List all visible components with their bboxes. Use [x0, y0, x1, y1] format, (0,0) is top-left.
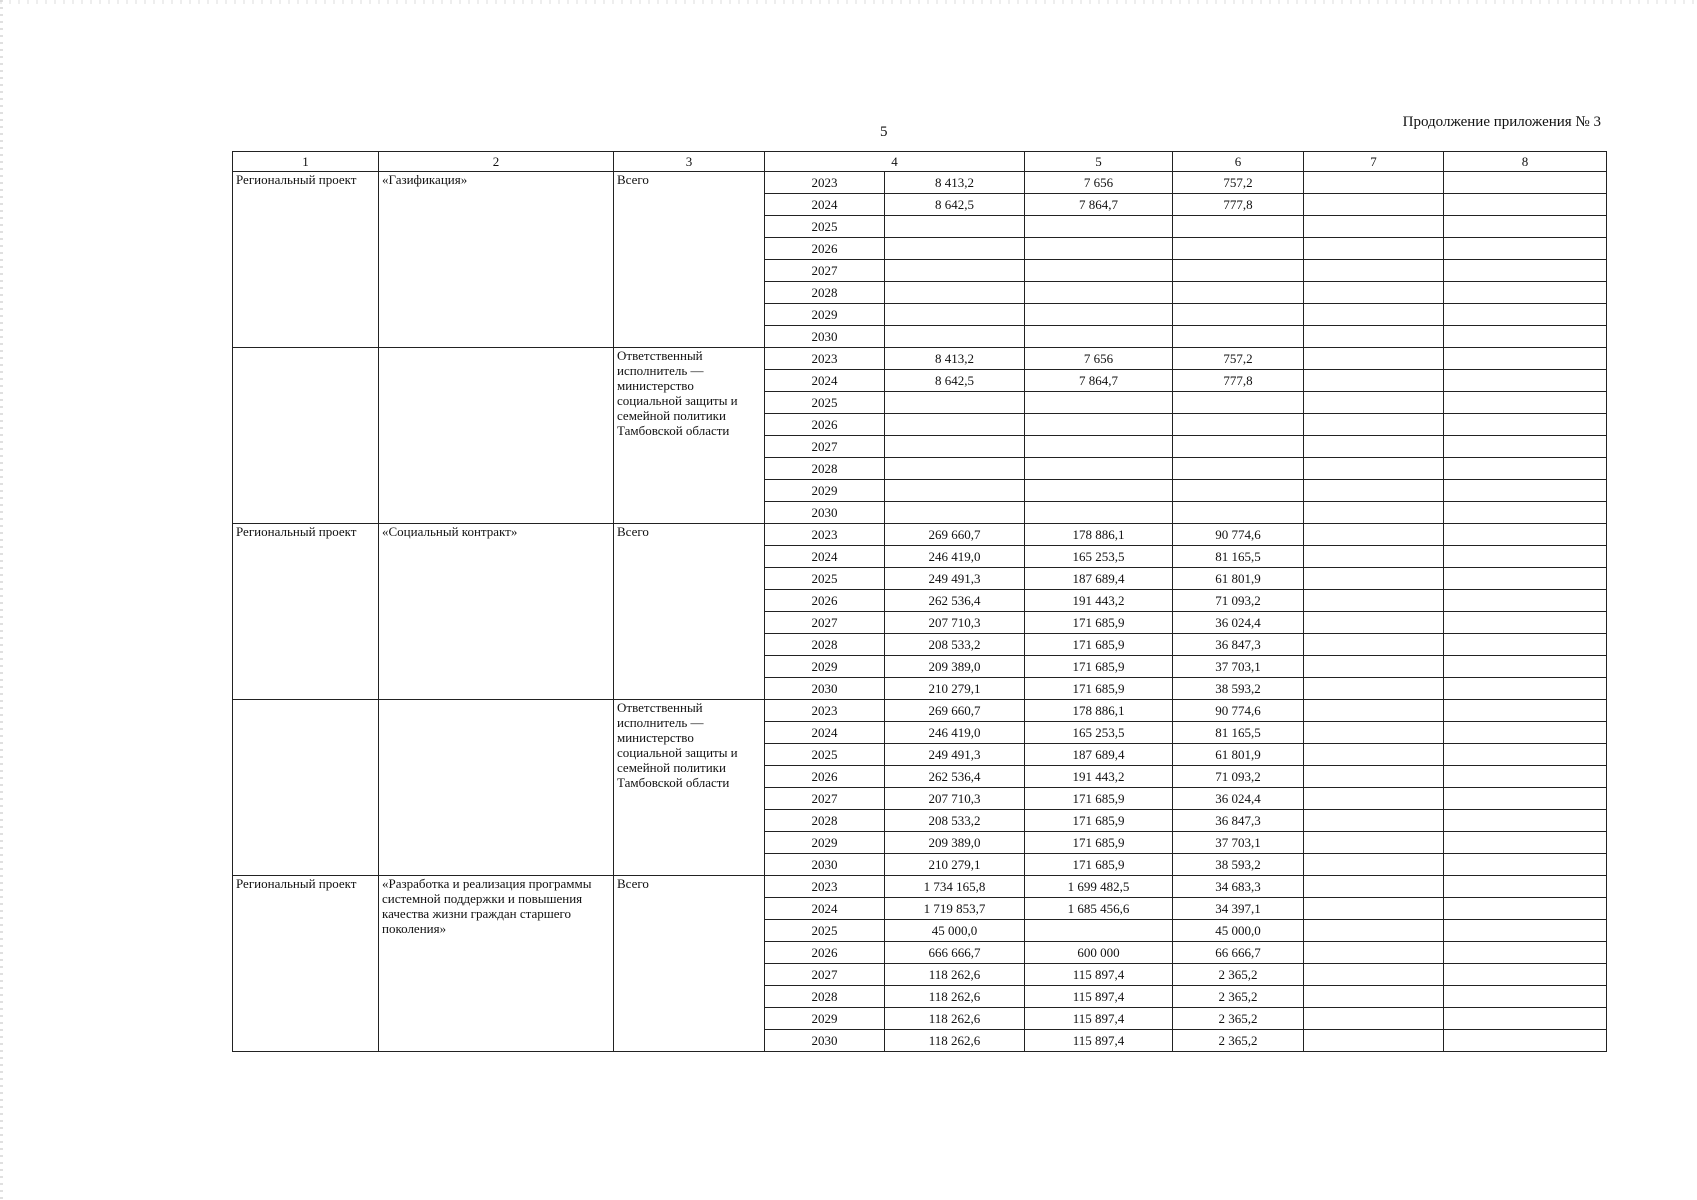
federal-cell: 171 685,9	[1025, 656, 1173, 678]
total-cell: 118 262,6	[885, 1008, 1025, 1030]
col7-cell	[1304, 656, 1444, 678]
col7-cell	[1304, 788, 1444, 810]
year-cell: 2030	[765, 854, 885, 876]
year-cell: 2025	[765, 216, 885, 238]
col7-cell	[1304, 348, 1444, 370]
federal-cell: 165 253,5	[1025, 546, 1173, 568]
regional-cell: 34 683,3	[1173, 876, 1304, 898]
federal-cell	[1025, 260, 1173, 282]
regional-cell: 37 703,1	[1173, 656, 1304, 678]
regional-cell: 2 365,2	[1173, 964, 1304, 986]
col8-cell	[1444, 832, 1607, 854]
col7-cell	[1304, 678, 1444, 700]
col7-cell	[1304, 524, 1444, 546]
regional-cell: 66 666,7	[1173, 942, 1304, 964]
row-label-cell: Региональный проект	[233, 172, 379, 348]
header-col-1: 1	[233, 152, 379, 172]
total-cell: 8 642,5	[885, 370, 1025, 392]
total-cell	[885, 436, 1025, 458]
scan-noise-top	[0, 0, 1697, 4]
col7-cell	[1304, 1008, 1444, 1030]
col7-cell	[1304, 260, 1444, 282]
header-row	[233, 152, 1607, 172]
col7-cell	[1304, 634, 1444, 656]
year-cell: 2027	[765, 436, 885, 458]
col7-cell	[1304, 612, 1444, 634]
regional-cell: 2 365,2	[1173, 986, 1304, 1008]
header-col-6: 6	[1173, 152, 1304, 172]
col8-cell	[1444, 260, 1607, 282]
regional-cell: 36 024,4	[1173, 788, 1304, 810]
total-cell: 118 262,6	[885, 964, 1025, 986]
year-cell: 2025	[765, 920, 885, 942]
year-cell: 2023	[765, 876, 885, 898]
federal-cell	[1025, 392, 1173, 414]
col8-cell	[1444, 854, 1607, 876]
col7-cell	[1304, 458, 1444, 480]
col8-cell	[1444, 678, 1607, 700]
total-cell: 8 642,5	[885, 194, 1025, 216]
col8-cell	[1444, 238, 1607, 260]
col8-cell	[1444, 590, 1607, 612]
table-row	[233, 876, 1607, 898]
regional-cell: 61 801,9	[1173, 568, 1304, 590]
total-cell	[885, 326, 1025, 348]
col8-cell	[1444, 172, 1607, 194]
year-cell: 2028	[765, 282, 885, 304]
regional-cell	[1173, 436, 1304, 458]
col7-cell	[1304, 502, 1444, 524]
year-cell: 2026	[765, 942, 885, 964]
federal-cell: 191 443,2	[1025, 766, 1173, 788]
col7-cell	[1304, 854, 1444, 876]
executor-cell: Всего	[614, 876, 765, 1052]
year-cell: 2027	[765, 260, 885, 282]
federal-cell: 178 886,1	[1025, 700, 1173, 722]
regional-cell	[1173, 304, 1304, 326]
col7-cell	[1304, 876, 1444, 898]
year-cell: 2030	[765, 502, 885, 524]
col7-cell	[1304, 414, 1444, 436]
row-label-cell	[233, 700, 379, 876]
col8-cell	[1444, 326, 1607, 348]
regional-cell: 36 847,3	[1173, 810, 1304, 832]
col8-cell	[1444, 700, 1607, 722]
federal-cell: 115 897,4	[1025, 1030, 1173, 1052]
federal-cell	[1025, 502, 1173, 524]
total-cell: 269 660,7	[885, 524, 1025, 546]
total-cell: 246 419,0	[885, 546, 1025, 568]
total-cell: 207 710,3	[885, 788, 1025, 810]
row-label-cell: Региональный проект	[233, 524, 379, 700]
col8-cell	[1444, 722, 1607, 744]
total-cell	[885, 238, 1025, 260]
col8-cell	[1444, 810, 1607, 832]
federal-cell: 115 897,4	[1025, 1008, 1173, 1030]
executor-cell: Всего	[614, 524, 765, 700]
col7-cell	[1304, 194, 1444, 216]
total-cell	[885, 282, 1025, 304]
total-cell: 262 536,4	[885, 590, 1025, 612]
regional-cell	[1173, 326, 1304, 348]
total-cell: 8 413,2	[885, 172, 1025, 194]
year-cell: 2028	[765, 634, 885, 656]
year-cell: 2028	[765, 986, 885, 1008]
col7-cell	[1304, 700, 1444, 722]
regional-cell: 90 774,6	[1173, 524, 1304, 546]
federal-cell	[1025, 458, 1173, 480]
federal-cell: 600 000	[1025, 942, 1173, 964]
regional-cell: 37 703,1	[1173, 832, 1304, 854]
federal-cell: 165 253,5	[1025, 722, 1173, 744]
header-col-8: 8	[1444, 152, 1607, 172]
regional-cell: 81 165,5	[1173, 546, 1304, 568]
year-cell: 2029	[765, 480, 885, 502]
total-cell: 209 389,0	[885, 832, 1025, 854]
col8-cell	[1444, 1008, 1607, 1030]
regional-cell	[1173, 238, 1304, 260]
total-cell	[885, 392, 1025, 414]
federal-cell: 171 685,9	[1025, 612, 1173, 634]
federal-cell	[1025, 436, 1173, 458]
col7-cell	[1304, 546, 1444, 568]
col7-cell	[1304, 370, 1444, 392]
federal-cell	[1025, 480, 1173, 502]
total-cell: 208 533,2	[885, 810, 1025, 832]
year-cell: 2024	[765, 370, 885, 392]
col8-cell	[1444, 920, 1607, 942]
total-cell	[885, 260, 1025, 282]
total-cell: 45 000,0	[885, 920, 1025, 942]
executor-cell: Ответственный исполнитель — министерство социальной защиты и семейной политики Тамбовской области	[614, 700, 765, 876]
federal-cell: 178 886,1	[1025, 524, 1173, 546]
col7-cell	[1304, 216, 1444, 238]
header-col-2: 2	[379, 152, 614, 172]
federal-cell: 1 685 456,6	[1025, 898, 1173, 920]
year-cell: 2025	[765, 392, 885, 414]
federal-cell	[1025, 326, 1173, 348]
col7-cell	[1304, 920, 1444, 942]
total-cell	[885, 414, 1025, 436]
year-cell: 2029	[765, 656, 885, 678]
year-cell: 2025	[765, 568, 885, 590]
header-col-5: 5	[1025, 152, 1173, 172]
total-cell: 1 719 853,7	[885, 898, 1025, 920]
year-cell: 2026	[765, 766, 885, 788]
col8-cell	[1444, 392, 1607, 414]
header-col-4: 4	[765, 152, 1025, 172]
total-cell: 269 660,7	[885, 700, 1025, 722]
regional-cell: 2 365,2	[1173, 1030, 1304, 1052]
col7-cell	[1304, 480, 1444, 502]
federal-cell: 1 699 482,5	[1025, 876, 1173, 898]
year-cell: 2023	[765, 700, 885, 722]
total-cell: 246 419,0	[885, 722, 1025, 744]
federal-cell	[1025, 282, 1173, 304]
col8-cell	[1444, 964, 1607, 986]
table-body	[233, 172, 1607, 1052]
regional-cell: 61 801,9	[1173, 744, 1304, 766]
total-cell: 249 491,3	[885, 568, 1025, 590]
col8-cell	[1444, 876, 1607, 898]
federal-cell: 191 443,2	[1025, 590, 1173, 612]
col8-cell	[1444, 612, 1607, 634]
regional-cell: 38 593,2	[1173, 678, 1304, 700]
year-cell: 2030	[765, 678, 885, 700]
col7-cell	[1304, 722, 1444, 744]
col7-cell	[1304, 304, 1444, 326]
regional-cell: 757,2	[1173, 348, 1304, 370]
regional-cell: 71 093,2	[1173, 766, 1304, 788]
col8-cell	[1444, 348, 1607, 370]
col7-cell	[1304, 942, 1444, 964]
col8-cell	[1444, 546, 1607, 568]
col7-cell	[1304, 810, 1444, 832]
year-cell: 2024	[765, 898, 885, 920]
project-name-cell: «Разработка и реализация программы системной поддержки и повышения качества жизни граждан старшего поколения»	[379, 876, 614, 1052]
budget-table	[232, 151, 1607, 1052]
col7-cell	[1304, 964, 1444, 986]
table-row	[233, 700, 1607, 722]
col8-cell	[1444, 414, 1607, 436]
col7-cell	[1304, 1030, 1444, 1052]
year-cell: 2029	[765, 832, 885, 854]
col7-cell	[1304, 744, 1444, 766]
project-name-cell	[379, 700, 614, 876]
year-cell: 2023	[765, 524, 885, 546]
col8-cell	[1444, 568, 1607, 590]
total-cell	[885, 502, 1025, 524]
col8-cell	[1444, 634, 1607, 656]
col7-cell	[1304, 832, 1444, 854]
regional-cell: 36 847,3	[1173, 634, 1304, 656]
col8-cell	[1444, 480, 1607, 502]
regional-cell	[1173, 260, 1304, 282]
total-cell: 1 734 165,8	[885, 876, 1025, 898]
total-cell: 210 279,1	[885, 678, 1025, 700]
col7-cell	[1304, 436, 1444, 458]
year-cell: 2029	[765, 1008, 885, 1030]
col8-cell	[1444, 370, 1607, 392]
regional-cell: 36 024,4	[1173, 612, 1304, 634]
federal-cell	[1025, 304, 1173, 326]
total-cell	[885, 480, 1025, 502]
federal-cell: 115 897,4	[1025, 964, 1173, 986]
table-row	[233, 172, 1607, 194]
federal-cell: 7 864,7	[1025, 194, 1173, 216]
col8-cell	[1444, 656, 1607, 678]
total-cell: 210 279,1	[885, 854, 1025, 876]
total-cell: 666 666,7	[885, 942, 1025, 964]
scan-noise-left	[0, 0, 3, 1200]
col8-cell	[1444, 788, 1607, 810]
year-cell: 2023	[765, 172, 885, 194]
year-cell: 2027	[765, 788, 885, 810]
row-label-cell: Региональный проект	[233, 876, 379, 1052]
year-cell: 2027	[765, 964, 885, 986]
total-cell: 8 413,2	[885, 348, 1025, 370]
regional-cell: 757,2	[1173, 172, 1304, 194]
executor-cell: Ответственный исполнитель — министерство социальной защиты и семейной политики Тамбовской области	[614, 348, 765, 524]
federal-cell: 115 897,4	[1025, 986, 1173, 1008]
col7-cell	[1304, 986, 1444, 1008]
col8-cell	[1444, 524, 1607, 546]
year-cell: 2024	[765, 194, 885, 216]
year-cell: 2030	[765, 1030, 885, 1052]
col7-cell	[1304, 326, 1444, 348]
year-cell: 2026	[765, 590, 885, 612]
table-row	[233, 524, 1607, 546]
total-cell: 209 389,0	[885, 656, 1025, 678]
federal-cell: 171 685,9	[1025, 634, 1173, 656]
federal-cell: 171 685,9	[1025, 788, 1173, 810]
federal-cell: 7 656	[1025, 172, 1173, 194]
total-cell: 118 262,6	[885, 1030, 1025, 1052]
federal-cell	[1025, 920, 1173, 942]
col8-cell	[1444, 986, 1607, 1008]
federal-cell: 7 656	[1025, 348, 1173, 370]
year-cell: 2030	[765, 326, 885, 348]
regional-cell: 45 000,0	[1173, 920, 1304, 942]
executor-cell: Всего	[614, 172, 765, 348]
federal-cell: 171 685,9	[1025, 678, 1173, 700]
federal-cell	[1025, 216, 1173, 238]
year-cell: 2026	[765, 238, 885, 260]
total-cell: 262 536,4	[885, 766, 1025, 788]
col8-cell	[1444, 502, 1607, 524]
page-number: 5	[880, 124, 888, 140]
col8-cell	[1444, 436, 1607, 458]
regional-cell: 777,8	[1173, 194, 1304, 216]
year-cell: 2028	[765, 810, 885, 832]
col8-cell	[1444, 282, 1607, 304]
year-cell: 2025	[765, 744, 885, 766]
year-cell: 2029	[765, 304, 885, 326]
federal-cell: 7 864,7	[1025, 370, 1173, 392]
col8-cell	[1444, 194, 1607, 216]
year-cell: 2026	[765, 414, 885, 436]
project-name-cell: «Газификация»	[379, 172, 614, 348]
row-label-cell	[233, 348, 379, 524]
col7-cell	[1304, 568, 1444, 590]
federal-cell: 187 689,4	[1025, 744, 1173, 766]
project-name-cell: «Социальный контракт»	[379, 524, 614, 700]
regional-cell: 71 093,2	[1173, 590, 1304, 612]
year-cell: 2024	[765, 722, 885, 744]
regional-cell: 2 365,2	[1173, 1008, 1304, 1030]
year-cell: 2024	[765, 546, 885, 568]
regional-cell	[1173, 414, 1304, 436]
project-name-cell	[379, 348, 614, 524]
col8-cell	[1444, 942, 1607, 964]
total-cell: 118 262,6	[885, 986, 1025, 1008]
federal-cell: 171 685,9	[1025, 810, 1173, 832]
col7-cell	[1304, 282, 1444, 304]
col8-cell	[1444, 766, 1607, 788]
col7-cell	[1304, 766, 1444, 788]
regional-cell	[1173, 458, 1304, 480]
regional-cell: 777,8	[1173, 370, 1304, 392]
total-cell	[885, 216, 1025, 238]
regional-cell: 81 165,5	[1173, 722, 1304, 744]
regional-cell: 90 774,6	[1173, 700, 1304, 722]
regional-cell: 34 397,1	[1173, 898, 1304, 920]
col7-cell	[1304, 238, 1444, 260]
header-col-7: 7	[1304, 152, 1444, 172]
col8-cell	[1444, 304, 1607, 326]
regional-cell	[1173, 282, 1304, 304]
year-cell: 2028	[765, 458, 885, 480]
total-cell: 207 710,3	[885, 612, 1025, 634]
federal-cell	[1025, 238, 1173, 260]
regional-cell	[1173, 480, 1304, 502]
total-cell	[885, 304, 1025, 326]
col7-cell	[1304, 172, 1444, 194]
col8-cell	[1444, 1030, 1607, 1052]
regional-cell	[1173, 502, 1304, 524]
col8-cell	[1444, 898, 1607, 920]
col7-cell	[1304, 392, 1444, 414]
federal-cell	[1025, 414, 1173, 436]
regional-cell: 38 593,2	[1173, 854, 1304, 876]
header-col-3: 3	[614, 152, 765, 172]
table-row	[233, 348, 1607, 370]
col8-cell	[1444, 458, 1607, 480]
total-cell	[885, 458, 1025, 480]
col8-cell	[1444, 216, 1607, 238]
total-cell: 208 533,2	[885, 634, 1025, 656]
federal-cell: 171 685,9	[1025, 832, 1173, 854]
col7-cell	[1304, 590, 1444, 612]
federal-cell: 171 685,9	[1025, 854, 1173, 876]
col8-cell	[1444, 744, 1607, 766]
federal-cell: 187 689,4	[1025, 568, 1173, 590]
total-cell: 249 491,3	[885, 744, 1025, 766]
col7-cell	[1304, 898, 1444, 920]
regional-cell	[1173, 216, 1304, 238]
regional-cell	[1173, 392, 1304, 414]
year-cell: 2027	[765, 612, 885, 634]
continuation-label: Продолжение приложения № 3	[1402, 114, 1601, 130]
year-cell: 2023	[765, 348, 885, 370]
